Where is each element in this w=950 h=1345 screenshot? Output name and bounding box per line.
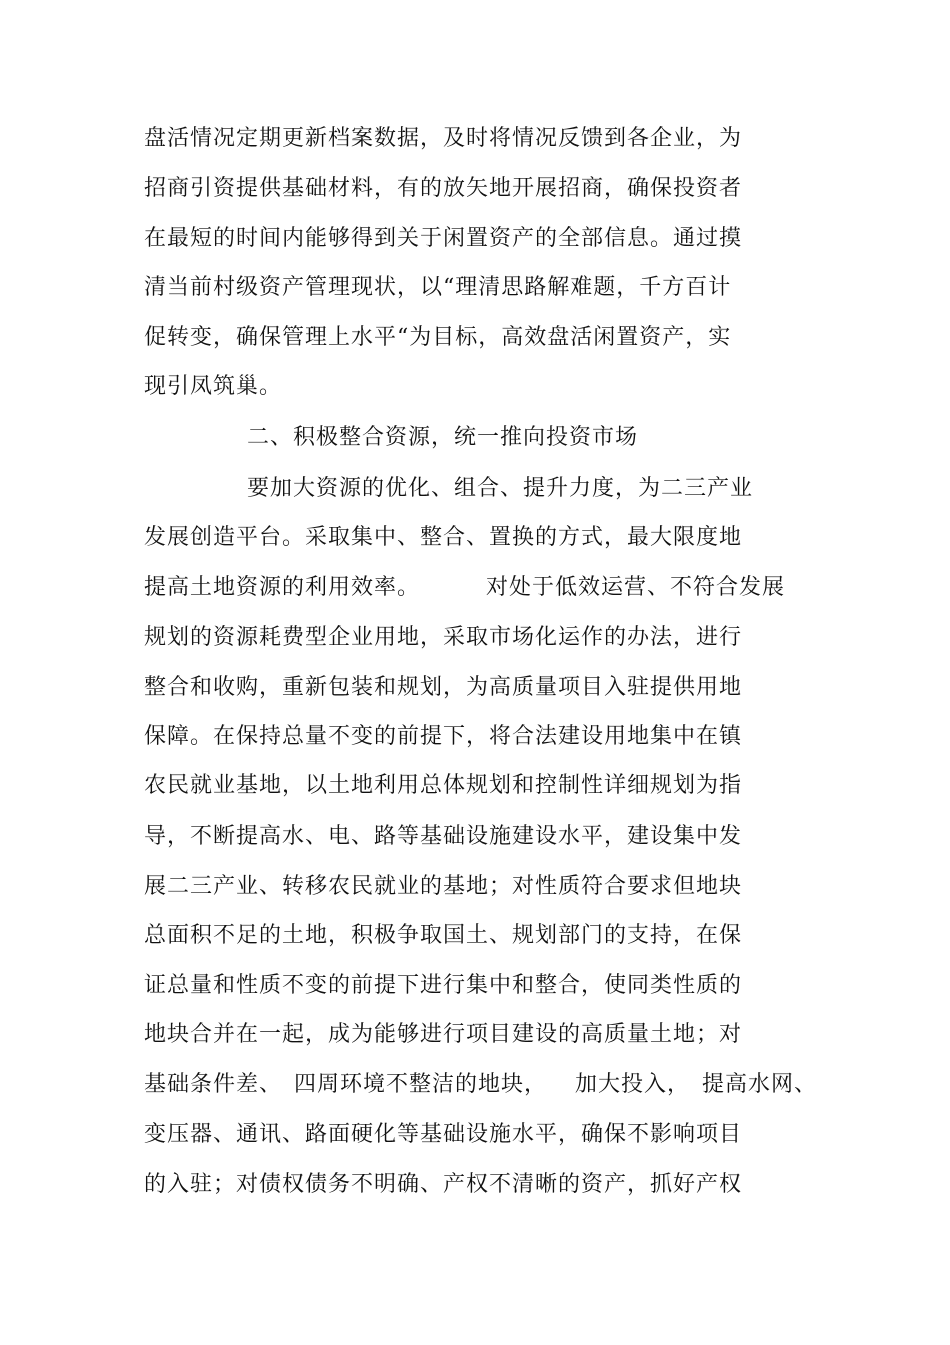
paragraph-line: 发展创造平台。采取集中、整合、置换的方式，最大限度地 [144, 525, 743, 550]
paragraph-line: 的入驻；对债权债务不明确、产权不清晰的资产，抓好产权 [144, 1172, 743, 1197]
paragraph-line: 要加大资源的优化、组合、提升力度，为二三产业 [247, 476, 754, 501]
paragraph-segment: 对处于低效运营、不符合发展 [486, 575, 786, 600]
paragraph-line: 现引凤筑巢。 [144, 374, 283, 399]
paragraph-segment: 基础条件差、 [144, 1072, 283, 1097]
paragraph-line: 总面积不足的土地，积极争取国土、规划部门的支持，在保 [144, 923, 743, 948]
paragraph-line: 招商引资提供基础材料，有的放矢地开展招商，确保投资者 [144, 176, 743, 201]
paragraph-line: 地块合并在一起，成为能够进行项目建设的高质量土地；对 [144, 1022, 743, 1047]
paragraph-line: 农民就业基地，以土地利用总体规划和控制性详细规划为指 [144, 773, 743, 798]
paragraph-line: 展二三产业、转移农民就业的基地；对性质符合要求但地块 [144, 874, 743, 899]
paragraph-line [144, 1067, 817, 1103]
paragraph-line: 导，不断提高水、电、路等基础设施建设水平，建设集中发 [144, 824, 743, 849]
paragraph-segment: 加大投入， [575, 1072, 691, 1097]
paragraph-line: 促转变，确保管理上水平“为目标，高效盘活闲置资产，实 [144, 325, 732, 350]
paragraph-line: 证总量和性质不变的前提下进行集中和整合，使同类性质的 [144, 973, 743, 998]
paragraph-line: 在最短的时间内能够得到关于闲置资产的全部信息。通过摸 [144, 226, 743, 251]
section-heading: 二、积极整合资源，统一推向投资市场 [247, 425, 639, 450]
paragraph-line: 规划的资源耗费型企业用地，采取市场化运作的办法，进行 [144, 625, 743, 650]
paragraph-segment: 提高土地资源的利用效率。 [144, 575, 421, 600]
paragraph-line: 整合和收购，重新包装和规划，为高质量项目入驻提供用地 [144, 675, 743, 700]
paragraph-segment: 四周环境不整洁的地块， [294, 1072, 548, 1097]
paragraph-line: 盘活情况定期更新档案数据，及时将情况反馈到各企业，为 [144, 126, 743, 151]
paragraph-segment: 提高水网、 [702, 1072, 818, 1097]
paragraph-line: 保障。在保持总量不变的前提下，将合法建设用地集中在镇 [144, 724, 743, 749]
paragraph-line: 变压器、通讯、路面硬化等基础设施水平，确保不影响项目 [144, 1122, 743, 1147]
paragraph-line: 清当前村级资产管理现状，以“理清思路解难题，千方百计 [144, 275, 732, 300]
paragraph-line [144, 570, 785, 606]
